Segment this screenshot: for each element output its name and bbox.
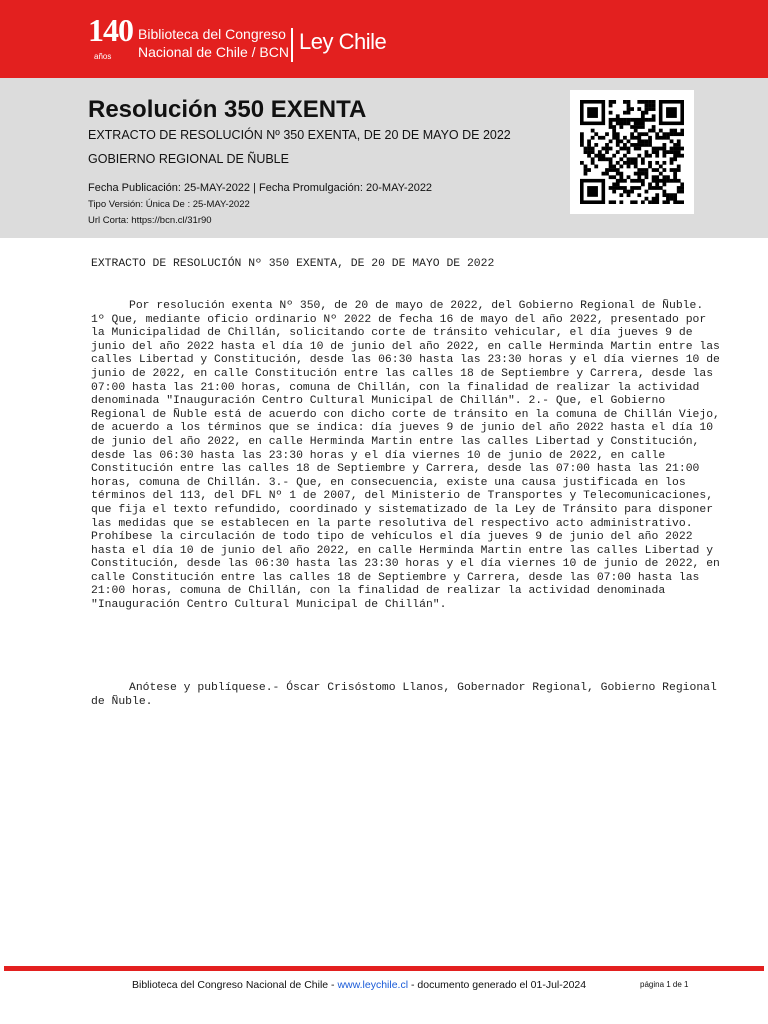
footer-divider bbox=[4, 966, 764, 971]
version-type: Tipo Versión: Única De : 25-MAY-2022 bbox=[88, 199, 250, 210]
footer-link[interactable]: www.leychile.cl bbox=[337, 979, 409, 991]
qr-code-icon bbox=[570, 90, 694, 214]
document-subtitle: EXTRACTO DE RESOLUCIÓN Nº 350 EXENTA, DE 20 DE MAYO DE 2022 bbox=[88, 128, 511, 142]
issuing-organism: GOBIERNO REGIONAL DE ÑUBLE bbox=[88, 152, 289, 166]
anniversary-number: 140 bbox=[88, 12, 133, 48]
closing-paragraph: Anótese y publíquese.- Óscar Crisóstomo Llanos, Gobernador Regional, Gobierno Regional de Ñuble. bbox=[91, 682, 717, 708]
org-name-line1: Biblioteca del Congreso bbox=[138, 26, 286, 42]
org-name-line2: Nacional de Chile / BCN bbox=[138, 44, 289, 60]
page-number: página 1 de 1 bbox=[640, 980, 689, 989]
short-url[interactable]: Url Corta: https://bcn.cl/31r90 bbox=[88, 215, 212, 226]
publication-dates: Fecha Publicación: 25-MAY-2022 | Fecha Promulgación: 20-MAY-2022 bbox=[88, 182, 433, 194]
top-banner bbox=[0, 0, 768, 78]
footer-prefix: Biblioteca del Congreso Nacional de Chile - bbox=[132, 979, 338, 991]
page-title: Resolución 350 EXENTA bbox=[88, 96, 367, 123]
document-header bbox=[0, 78, 768, 238]
body-heading: EXTRACTO DE RESOLUCIÓN Nº 350 EXENTA, DE 20 DE MAYO DE 2022 bbox=[91, 258, 495, 270]
body-paragraph: Por resolución exenta Nº 350, de 20 de mayo de 2022, del Gobierno Regional de Ñuble. 1º Que, mediante oficio ordinario Nº 2022 de fecha 16 de mayo del año 2022, presentado por la Municipalidad de Chillán, solicitando corte de tránsito vehicular, el día jueves 9 de junio del año 2022 hasta el día 10 de junio del año 2022, en calle Herminda Martin entre las calles Libertad y Constitución, desde las 06:30 hasta las 23:30 horas y el día viernes 10 de junio de 2022, en calle Constitución entre las calles 18 de Septiembre y Carrera, desde las 07:00 hasta las 21:00 horas, comuna de Chillán, con la finalidad de realizar la actividad denominada "Inauguración Centro Cultural Municipal de Chillán". 2.- Que, el Gobierno Regional de Ñuble está de acuerdo con dicho corte de tránsito en la comuna de Chillán Viejo, de acuerdo a los términos que se indica: día jueves 9 de junio del año 2022 hasta el día 10 de junio del año 2022, en calle Herminda Martin entre las calles Libertad y Constitución, desde las 06:30 hasta las 23:30 horas y el día viernes 10 de junio de 2022, en calle Constitución entre las calles 18 de Septiembre y Carrera, desde las 07:00 hasta las 21:00 horas, comuna de Chillán. 3.- Que, en consecuencia, existe una causa justificada en los términos del 113, del DFL Nº 1 de 2007, del Ministerio de Transportes y Telecomunicaciones, que fija el texto refundido, coordinado y sistematizado de la Ley de Tránsito para disponer las medidas que se establecen en la parte resolutiva del respectivo acto administrativo. Prohíbese la circulación de todo tipo de vehículos el día jueves 9 de junio del año 2022 hasta el día 10 de junio del año 2022, en calle Herminda Martin entre las calles Libertad y Constitución, desde las 06:30 hasta las 23:30 horas y el día viernes 10 de junio de 2022, en calle Constitución entre las calles 18 de Septiembre y Carrera, desde las 07:00 hasta las 21:00 horas, comuna de Chillán, con la finalidad de realizar la actividad denominada "Inauguración Centro Cultural Municipal de Chillán". bbox=[91, 300, 720, 612]
document-body bbox=[91, 258, 731, 708]
logo-divider bbox=[291, 28, 293, 62]
footer-text bbox=[132, 979, 586, 991]
bcn-logo[interactable] bbox=[88, 14, 388, 64]
product-name: Ley Chile bbox=[299, 29, 387, 54]
anniversary-label: años bbox=[94, 52, 112, 61]
footer-suffix: - documento generado el 01-Jul-2024 bbox=[408, 979, 587, 991]
